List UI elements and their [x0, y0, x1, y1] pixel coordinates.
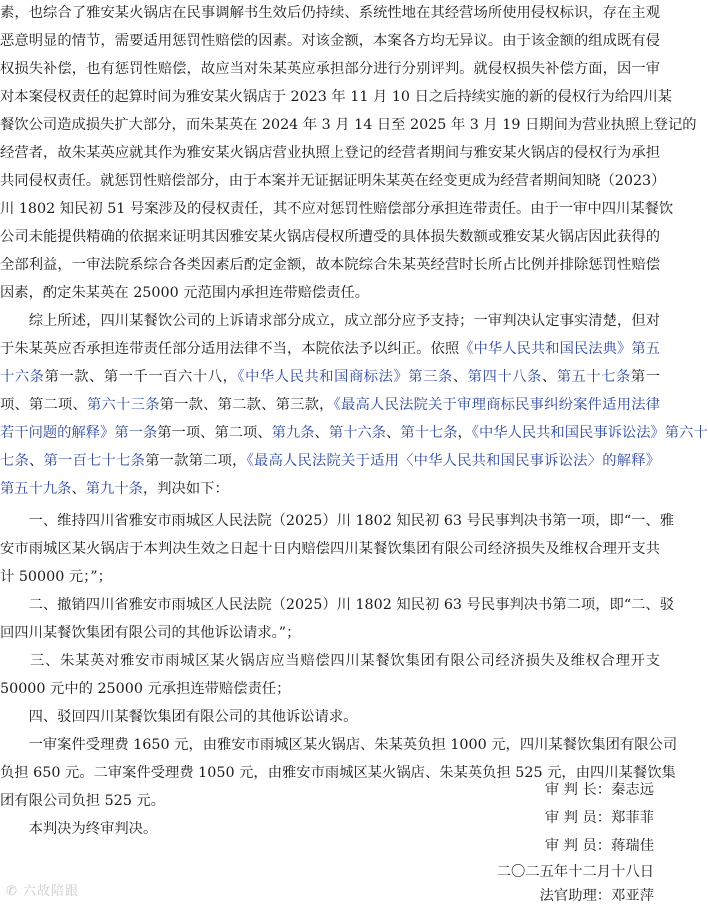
text-segment: 、: [314, 425, 329, 441]
text-line: 川 1802 知民初 51 号案涉及的侵权责任，其不应对惩罚性赔偿部分承担连带责任。由于一审中四川某餐饮: [0, 201, 674, 217]
text-segment: 于朱某英应否承担连带责任部分适用法律不当，本院依法予以纠正。依照: [0, 341, 460, 357]
text-line: [0, 308, 660, 335]
text-line: 团有限公司负担 525 元。: [0, 793, 166, 809]
law-reference-link[interactable]: 第五: [631, 341, 661, 357]
law-reference-link[interactable]: 《中华人民共和国商标法》第三条: [237, 369, 453, 385]
law-reference-link[interactable]: 第五十九条: [0, 481, 72, 497]
law-reference-link[interactable]: 第四十八条: [467, 369, 542, 385]
text-line: 恶意明显的情节，需要适用惩罚性赔偿的因素。对该金额，本案各方均无异议。由于该金额的组成既有侵: [0, 33, 660, 49]
law-reference-link[interactable]: 若干问题的解释》第一条: [0, 425, 158, 441]
text-segment: 第一项、第二项、: [157, 425, 272, 441]
law-reference-link[interactable]: 第九十条: [85, 481, 143, 497]
text-line: 素，也综合了雅安某火锅店在民事调解书生效后仍持续、系统性地在其经营场所使用侵权标识，存在主观: [0, 5, 660, 21]
text-line: 计 50000 元；”；: [0, 569, 112, 585]
law-reference-link[interactable]: 七条: [0, 453, 30, 469]
text-line: 三、朱某英对雅安市雨城区某火锅店应当赔偿四川某餐饮集团有限公司经济损失及维权合理开支: [0, 653, 660, 669]
law-reference-link[interactable]: 《最高人民法院关于适用〈中华人民共和国民事诉讼法〉的解释》: [246, 453, 661, 469]
text-line: 共同侵权责任。就惩罚性赔偿部分，由于本案并无证据证明朱某英在经变更成为经营者期间知晓（2023）: [0, 173, 666, 189]
law-reference-link[interactable]: 第十六条: [328, 425, 387, 441]
law-reference-link[interactable]: 《中华人民共和国民法典》: [459, 341, 632, 357]
text-line: 一、维持四川省雅安市雨城区人民法院（2025）川 1802 知民初 63 号民事判决书第一项，即“一、雅: [0, 513, 675, 529]
text-line: 公司未能提供精确的依据来证明其因雅安某火锅店侵权所遭受的具体损失数额或雅安某火锅店因此获得的: [0, 229, 660, 245]
text-segment: 、: [541, 369, 557, 385]
text-line: 因素，酌定朱某英在 25000 元范围内承担连带赔偿责任。: [0, 285, 370, 301]
text-segment: ，判决如下：: [142, 481, 229, 497]
law-reference-link[interactable]: 十六条: [0, 369, 45, 385]
text-segment: 、: [452, 369, 468, 385]
text-line: 负担 650 元。二审案件受理费 1050 元，由雅安市雨城区某火锅店、朱某英负担 525 元，由四川某餐饮集: [0, 765, 676, 781]
text-line: 安市雨城区某火锅店于本判决生效之日起十日内赔偿四川某餐饮集团有限公司经济损失及维权合理开支共: [0, 541, 660, 557]
text-line: 50000 元中的 25000 元承担连带赔偿责任；: [0, 681, 291, 697]
final-judgment-note: 本判决为终审判决。: [0, 821, 158, 837]
text-line: 经营者，故朱某英应就其作为雅安某火锅店营业执照上登记的经营者期间与雅安某火锅店的侵权行为承担: [0, 145, 660, 161]
text-segment: 、: [71, 481, 86, 497]
law-reference-link[interactable]: 第十七条: [400, 425, 458, 441]
text-segment: 项、第二项、: [0, 397, 88, 413]
judgment-date: 二〇二五年十二月十八日: [496, 864, 654, 880]
text-line: 对本案侵权责任的起算时间为雅安某火锅店于 2023 年 11 月 10 日之后持续实施的新的侵权行为给四川某: [0, 89, 672, 105]
law-reference-link[interactable]: 《最高人民法院关于审理商标民事纠纷案件适用法律: [333, 397, 661, 413]
law-reference-link[interactable]: 第六十三条: [87, 397, 160, 413]
text-line: 二、撤销四川省雅安市雨城区人民法院（2025）川 1802 知民初 63 号民事判决书第二项，即“二、驳: [0, 597, 675, 613]
text-line: [0, 420, 708, 447]
clerk: 法官助理：邓亚萍: [539, 888, 654, 904]
watermark-icon: ✆: [6, 884, 24, 899]
text-segment: 第一: [630, 369, 661, 385]
text-segment: 综上所述，四川某餐饮公司的上诉请求部分成立，成立部分应予支持；一审判决认定事实清楚，但对: [0, 313, 660, 329]
text-segment: 、: [29, 453, 44, 469]
judge-2: 审 判 员：蒋瑞佳: [544, 838, 654, 854]
text-line: 权损失补偿，也有惩罚性赔偿，故应当对朱某英应承担部分进行分别评判。就侵权损失补偿方面，因一审: [0, 61, 660, 77]
text-line: [0, 336, 660, 363]
text-line: [0, 448, 660, 475]
judge-1: 审 判 员：郑菲菲: [544, 810, 654, 826]
presiding-judge: 审 判 长：秦志远: [544, 782, 654, 798]
law-reference-link[interactable]: 第九条: [271, 425, 315, 441]
text-segment: 、: [386, 425, 401, 441]
text-line: 一审案件受理费 1650 元，由雅安市雨城区某火锅店、朱某英负担 1000 元，四川某餐饮集团有限公司: [0, 737, 678, 753]
law-reference-link[interactable]: 第五十七条: [556, 369, 631, 385]
text-segment: 第一款、第二款、第三款，: [159, 397, 334, 413]
text-line: 餐饮公司造成损失扩大部分，而朱某英在 2024 年 3 月 14 日至 2025 年 3 月 19 日期间为营业执照上登记的: [0, 117, 697, 133]
text-line: [0, 392, 660, 419]
watermark-text: 六故陪跟: [23, 884, 80, 899]
watermark: [6, 880, 79, 899]
text-segment: ，: [457, 425, 472, 441]
text-line: [0, 364, 660, 391]
text-segment: 第一款、第一千一百六十八，: [44, 369, 238, 385]
text-line: 四、驳回四川某餐饮集团有限公司的其他诉讼请求。: [0, 709, 358, 725]
text-segment: 第一款第二项，: [145, 453, 247, 469]
text-line: 全部利益，一审法院系综合各类因素后酌定金额，故本院综合朱某英经营时长所占比例并排除惩罚性赔偿: [0, 257, 660, 273]
law-reference-link[interactable]: 《中华人民共和国民事诉讼法》第六十: [471, 425, 708, 441]
text-line: [0, 476, 660, 503]
law-reference-link[interactable]: 第一百七十七条: [43, 453, 146, 469]
text-line: 回四川某餐饮集团有限公司的其他诉讼请求。”；: [0, 625, 301, 641]
